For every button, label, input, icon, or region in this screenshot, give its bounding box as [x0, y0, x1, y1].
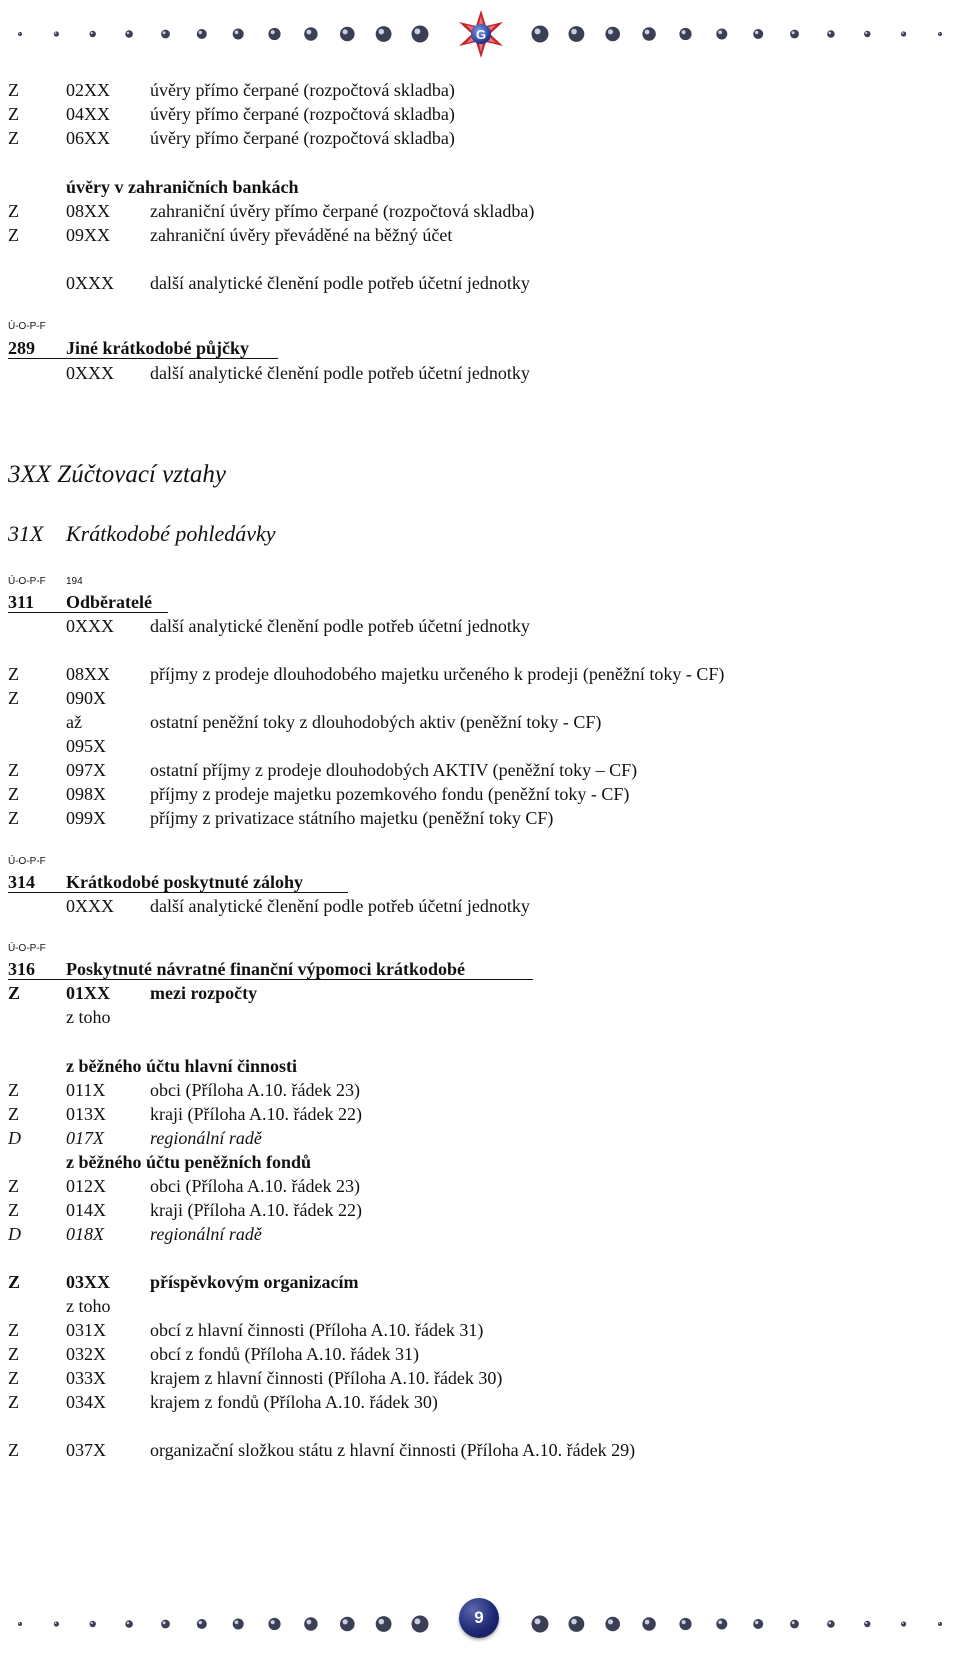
account-row [0, 1126, 960, 1150]
account-row [0, 1222, 960, 1246]
z-toho-label [0, 1005, 960, 1029]
row-description: kraji (Příloha A.10. řádek 22) [150, 1104, 362, 1124]
decorative-dot-highlight [379, 1619, 385, 1625]
account-289-title: Jiné krátkodobé půjčky [66, 338, 250, 358]
row-flag: Z [8, 1368, 19, 1388]
account-row [0, 758, 960, 782]
account-314-number: 314 [8, 872, 35, 892]
row-code: úvěry v zahraničních bankách [66, 177, 299, 197]
decorative-dot [304, 1617, 317, 1630]
row-description: kraji (Příloha A.10. řádek 22) [150, 1200, 362, 1220]
decorative-dot [753, 1619, 763, 1629]
row-description: mezi rozpočty [150, 983, 258, 1003]
account-316-underline [8, 979, 533, 980]
account-289-row [0, 361, 960, 385]
row-code: 099X [66, 808, 106, 828]
row-description: obcí z hlavní činnosti (Příloha A.10. řádek 31) [150, 1320, 484, 1340]
account-316-group2 [0, 1270, 960, 1294]
subgroup-title [0, 1150, 960, 1174]
account-row [0, 782, 960, 806]
decorative-dot [790, 1620, 799, 1629]
row-flag: D [8, 1224, 21, 1244]
row-description: úvěry přímo čerpané (rozpočtová skladba) [150, 104, 455, 124]
account-311-row [0, 614, 960, 638]
row-flag: Z [8, 225, 19, 245]
decorative-dot [901, 1621, 906, 1626]
row-description: úvěry přímo čerpané (rozpočtová skladba) [150, 80, 455, 100]
row-flag: Z [8, 983, 21, 1003]
row-flag: Z [8, 664, 19, 684]
account-row [0, 686, 960, 710]
row-description: úvěry přímo čerpané (rozpočtová skladba) [150, 128, 455, 148]
decorative-dot [412, 1616, 429, 1633]
row-flag: Z [8, 80, 19, 100]
account-row [0, 1102, 960, 1126]
row-code: 013X [66, 1104, 106, 1124]
account-314 [0, 870, 960, 894]
account-row [0, 1078, 960, 1102]
account-row [0, 1390, 960, 1414]
row-flag: Z [8, 808, 19, 828]
account-row [0, 1174, 960, 1198]
row-description: obcí z fondů (Příloha A.10. řádek 31) [150, 1344, 419, 1364]
row-code: 014X [66, 1200, 106, 1220]
row-description: krajem z fondů (Příloha A.10. řádek 30) [150, 1392, 438, 1412]
row-flag: Z [8, 1392, 19, 1412]
row-code: 0XXX [66, 616, 114, 636]
row-code: 037X [66, 1440, 106, 1460]
decorative-dot [532, 1616, 549, 1633]
account-row [0, 102, 960, 126]
account-row [0, 223, 960, 247]
decorative-dot [125, 1620, 133, 1628]
row-description: zahraniční úvěry převáděné na běžný účet [150, 225, 453, 245]
z-toho-label-text: z toho [66, 1007, 111, 1027]
subgroup-title [0, 1054, 960, 1078]
account-row [0, 1342, 960, 1366]
row-description: ostatní příjmy z prodeje dlouhodobých AKTIV (peněžní toky – CF) [150, 760, 638, 780]
row-code: 017X [66, 1128, 104, 1148]
decorative-dot-highlight [755, 1621, 758, 1624]
row-description: regionální radě [150, 1128, 262, 1148]
decorative-dot-highlight [645, 1620, 650, 1625]
row-code: 033X [66, 1368, 106, 1388]
row-code: 097X [66, 760, 106, 780]
decorative-dot-highlight [414, 1618, 420, 1624]
row-flag: Z [8, 1080, 19, 1100]
account-row [0, 662, 960, 686]
account-311-title: Odběratelé [66, 592, 152, 612]
row-description: ostatní peněžní toky z dlouhodobých aktiv (peněžní toky - CF) [150, 712, 602, 732]
decorative-dot [938, 1622, 942, 1626]
decorative-dot [268, 1618, 280, 1630]
decorative-dot [161, 1620, 170, 1629]
account-row [0, 806, 960, 830]
account-row [0, 199, 960, 223]
decorative-dot [90, 1621, 96, 1627]
row-description: další analytické členění podle potřeb účetní jednotky [150, 273, 530, 293]
row-code: 01XX [66, 983, 110, 1003]
row-description: další analytické členění podle potřeb účetní jednotky [150, 896, 530, 916]
decorative-dot [864, 1621, 870, 1627]
decorative-dot-highlight [19, 1623, 20, 1624]
section-heading-3xx: 3XX Zúčtovací vztahy [8, 461, 226, 488]
row-code: 034X [66, 1392, 106, 1412]
code-tag: Ú-O-P-F [8, 576, 46, 587]
decorative-dot [569, 1616, 585, 1632]
decorative-dot [716, 1619, 727, 1630]
row-description: příjmy z prodeje majetku pozemkového fondu (peněžní toky - CF) [150, 784, 630, 804]
row-description: obci (Příloha A.10. řádek 23) [150, 1176, 360, 1196]
account-row [0, 710, 960, 734]
row-flag: Z [8, 128, 19, 148]
row-code: 012X [66, 1176, 106, 1196]
row-code: 018X [66, 1224, 104, 1244]
decorative-dot [642, 1617, 655, 1630]
row-code: 03XX [66, 1272, 110, 1292]
row-flag: Z [8, 1200, 19, 1220]
decorative-dot [376, 1616, 392, 1632]
account-row [0, 1198, 960, 1222]
account-311-ref: 194 [66, 576, 83, 587]
decorative-dot-highlight [271, 1620, 275, 1624]
account-row [0, 734, 960, 758]
decorative-dot-highlight [55, 1622, 57, 1624]
row-description: zahraniční úvěry přímo čerpané (rozpočtová skladba) [150, 201, 535, 221]
row-code: 04XX [66, 104, 110, 124]
row-flag: Z [8, 1104, 19, 1124]
row-description: další analytické členění podle potřeb účetní jednotky [150, 616, 530, 636]
account-row [0, 126, 960, 150]
decorative-dot [233, 1619, 244, 1630]
decorative-dot-highlight [829, 1622, 832, 1625]
account-row [0, 1366, 960, 1390]
decorative-dot-highlight [91, 1622, 93, 1624]
account-316 [0, 957, 960, 981]
row-code: 031X [66, 1320, 106, 1340]
decorative-dot [340, 1617, 355, 1632]
decorative-dot-highlight [199, 1621, 202, 1624]
decorative-dot-highlight [307, 1620, 312, 1625]
account-row [0, 78, 960, 102]
row-flag: Z [8, 104, 19, 124]
decorative-dot-highlight [163, 1621, 166, 1624]
decorative-dot-highlight [343, 1619, 348, 1624]
row-description: další analytické členění podle potřeb účetní jednotky [150, 363, 530, 383]
svg-text:G: G [475, 27, 487, 42]
row-code: 08XX [66, 201, 110, 221]
account-row [0, 175, 960, 199]
row-flag: Z [8, 1440, 19, 1460]
row-flag: Z [8, 1176, 19, 1196]
decorative-dot-highlight [571, 1619, 577, 1625]
row-description: organizační složkou státu z hlavní činnosti (Příloha A.10. řádek 29) [150, 1440, 636, 1460]
decorative-dot [605, 1617, 620, 1632]
decorative-dot-highlight [235, 1620, 239, 1624]
code-tag: Ú-O-P-F [8, 321, 46, 332]
row-code: 090X [66, 688, 106, 708]
row-code: 09XX [66, 225, 110, 245]
decorative-dot-highlight [718, 1620, 722, 1624]
row-flag: Z [8, 201, 19, 221]
account-314-title: Krátkodobé poskytnuté zálohy [66, 872, 304, 892]
row-code: 08XX [66, 664, 110, 684]
account-289-number: 289 [8, 338, 35, 358]
row-flag: D [8, 1128, 21, 1148]
row-code: 06XX [66, 128, 110, 148]
decorative-dot-highlight [939, 1623, 940, 1624]
decorative-dot-highlight [682, 1620, 686, 1624]
row-code: 011X [66, 1080, 106, 1100]
row-flag: Z [8, 760, 19, 780]
row-flag: Z [8, 784, 19, 804]
row-code: 032X [66, 1344, 106, 1364]
row-flag: Z [8, 1320, 19, 1340]
subgroup-title-text: z běžného účtu peněžních fondů [66, 1152, 312, 1172]
row-description: příspěvkovým organizacím [150, 1272, 359, 1292]
row-description: příjmy z privatizace státního majetku (peněžní toky CF) [150, 808, 554, 828]
z-toho-label-text: z toho [66, 1296, 111, 1316]
account-311-underline [8, 612, 168, 613]
decorative-dot-highlight [902, 1622, 904, 1624]
row-flag: Z [8, 1272, 21, 1292]
row-code: 0XXX [66, 363, 114, 383]
row-code: 02XX [66, 80, 110, 100]
row-flag: Z [8, 688, 19, 708]
account-row [0, 1318, 960, 1342]
account-316-title: Poskytnuté návratné finanční výpomoci krátkodobé [66, 959, 466, 979]
row-description: regionální radě [150, 1224, 262, 1244]
row-code: 095X [66, 736, 106, 756]
row-code: 0XXX [66, 273, 114, 293]
decorative-dot [18, 1622, 22, 1626]
row-description: obci (Příloha A.10. řádek 23) [150, 1080, 360, 1100]
decorative-dot-highlight [535, 1618, 541, 1624]
account-316-last-row [0, 1438, 960, 1462]
section-heading-31x-code: 31X [8, 521, 44, 546]
z-toho-label [0, 1294, 960, 1318]
account-314-row [0, 894, 960, 918]
account-316-group1 [0, 981, 960, 1005]
row-description: krajem z hlavní činnosti (Příloha A.10. řádek 30) [150, 1368, 503, 1388]
decorative-dot [54, 1621, 59, 1626]
row-description: příjmy z prodeje dlouhodobého majetku určeného k prodeji (peněžní toky - CF) [150, 664, 725, 684]
code-tag: Ú-O-P-F [8, 856, 46, 867]
decorative-dot-highlight [865, 1622, 867, 1624]
account-289 [0, 336, 960, 360]
account-314-underline [8, 892, 348, 893]
decorative-dot-highlight [127, 1622, 130, 1625]
account-311-number: 311 [8, 592, 35, 612]
decorative-dot [197, 1619, 207, 1629]
page-number-badge: 9 [459, 1598, 499, 1638]
decorative-dot [679, 1618, 691, 1630]
account-289-underline [8, 358, 278, 359]
row-code: 098X [66, 784, 106, 804]
section-heading-31x-title: Krátkodobé pohledávky [66, 521, 276, 546]
decorative-dot-highlight [792, 1621, 795, 1624]
code-tag: Ú-O-P-F [8, 943, 46, 954]
account-311 [0, 590, 960, 614]
decorative-dot-highlight [608, 1619, 613, 1624]
account-316-number: 316 [8, 959, 35, 979]
row-flag: Z [8, 1344, 19, 1364]
subgroup-title-text: z běžného účtu hlavní činnosti [66, 1056, 298, 1076]
decorative-dot [827, 1620, 835, 1628]
row-code: až [66, 712, 82, 732]
account-row [0, 271, 960, 295]
row-code: 0XXX [66, 896, 114, 916]
